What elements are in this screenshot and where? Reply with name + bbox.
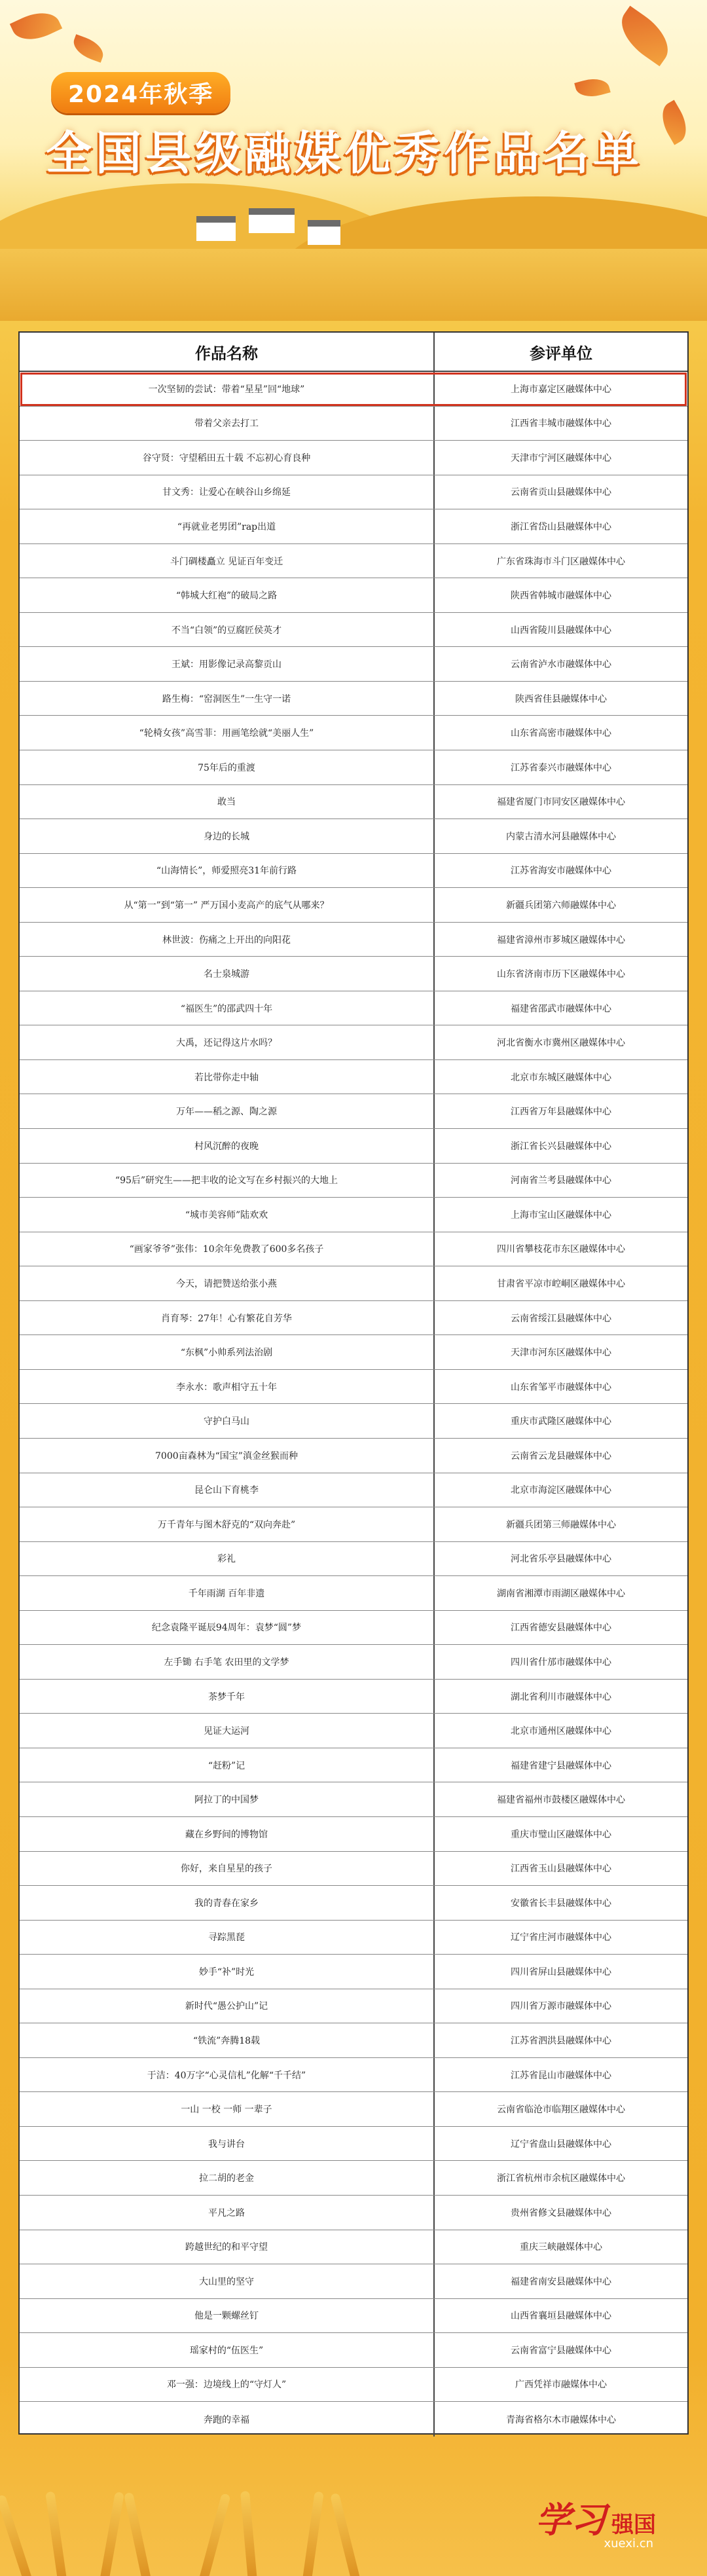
unit-cell: 辽宁省盘山县融媒体中心 [511,2139,611,2150]
work-title-cell: 我的青春在家乡 [20,1886,435,1920]
table-row [20,2058,687,2093]
work-title-cell: 守护白马山 [20,1404,435,1438]
unit-cell: 山西省陵川县融媒体中心 [511,625,611,636]
house-icon [249,208,295,233]
work-title-cell: 王斌：用影像记录高黎贡山 [20,647,435,681]
column-header-unit: 参评单位 [530,344,592,363]
wheat-stalk [240,2491,258,2576]
unit-cell: 云南省临沧市临翔区融媒体中心 [497,2105,625,2116]
work-title-cell: 今天，请把赞送给张小燕 [20,1266,435,1300]
work-title-cell: 大山里的坚守 [20,2264,435,2298]
unit-cell: 云南省富宁县融媒体中心 [511,2345,611,2356]
table-row [20,1266,687,1301]
table-row [20,2023,687,2058]
work-title-cell: 平凡之路 [20,2196,435,2230]
unit-cell: 陕西省韩城市融媒体中心 [511,591,611,602]
works-table [18,331,689,2435]
unit-cell: 江西省万年县融媒体中心 [511,1107,611,1118]
work-title-cell: 若比带你走中轴 [20,1060,435,1094]
unit-cell: 北京市通州区融媒体中心 [511,1726,611,1737]
table-row [20,647,687,682]
work-title-cell: 拉二胡的老金 [20,2161,435,2195]
table-row [20,819,687,854]
unit-cell: 云南省泸水市融媒体中心 [511,659,611,671]
header-banner [0,0,707,321]
work-title-cell: 从“第一”到“第一” 严万国小麦高产的底气从哪来？ [20,888,435,922]
logo-sub-text: 强国 [611,2512,656,2538]
unit-cell: 福建省漳州市芗城区融媒体中心 [497,934,625,946]
table-row [20,372,687,407]
work-title-cell: 带着父亲去打工 [20,407,435,441]
work-title-cell: 妙手“补”时光 [20,1955,435,1989]
table-row [20,1542,687,1577]
table-row [20,1404,687,1439]
table-row [20,785,687,820]
unit-cell: 山东省邹平市融媒体中心 [511,1382,611,1393]
wheat-field [0,249,707,321]
work-title-cell: “铁流”奔腾18载 [20,2023,435,2057]
work-title-cell: 大禹，还记得这片水吗？ [20,1025,435,1059]
unit-cell: 上海市宝山区融媒体中心 [511,1209,611,1221]
logo-url: xuexi.cn [604,2537,653,2550]
table-row [20,1129,687,1164]
unit-cell: 甘肃省平凉市崆峒区融媒体中心 [497,1278,625,1289]
table-row [20,1852,687,1886]
table-row [20,716,687,750]
table-row [20,1645,687,1680]
table-row [20,2161,687,2196]
work-title-cell: 跨越世纪的和平守望 [20,2230,435,2264]
unit-cell: 浙江省长兴县融媒体中心 [511,1141,611,1152]
unit-cell: 云南省云龙县融媒体中心 [511,1450,611,1462]
table-row [20,613,687,648]
work-title-cell: 左手锄 右手笔 农田里的文学梦 [20,1645,435,1679]
table-row [20,2264,687,2299]
work-title-cell: 林世波：伤痛之上开出的向阳花 [20,923,435,957]
work-title-cell: 村风沉醉的夜晚 [20,1129,435,1163]
table-row [20,1473,687,1508]
work-title-cell: 一次坚韧的尝试：带着“星星”回“地球” [20,372,435,406]
work-title-cell: “福医生”的邵武四十年 [20,991,435,1025]
work-title-cell: 肖育琴：27年！心有繁花自芳华 [20,1301,435,1335]
work-title-cell: “韩城大红袍”的破局之路 [20,578,435,612]
unit-cell: 云南省绥江县融媒体中心 [511,1313,611,1324]
table-row [20,1955,687,1989]
work-title-cell: 75年后的重渡 [20,750,435,784]
table-row [20,1921,687,1955]
work-title-cell: 瑶家村的“伍医生” [20,2333,435,2367]
unit-cell: 江苏省泗洪县融媒体中心 [511,2036,611,2047]
unit-cell: 上海市嘉定区融媒体中心 [511,384,611,395]
work-title-cell: 万千青年与图木舒克的“双向奔赴” [20,1507,435,1541]
work-title-cell: 一山 一校 一师 一辈子 [20,2092,435,2126]
work-title-cell: 见证大运河 [20,1714,435,1748]
unit-cell: 内蒙古清水河县融媒体中心 [506,831,616,842]
work-title-cell: 7000亩森林为“国宝”滇金丝猴而种 [20,1439,435,1473]
work-title-cell: 邓一强：边境线上的“守灯人” [20,2368,435,2402]
unit-cell: 江西省德安县融媒体中心 [511,1623,611,1634]
work-title-cell: 千年雨湖 百年非遗 [20,1576,435,1610]
work-title-cell: 奔跑的幸福 [20,2402,435,2437]
unit-cell: 河北省乐亭县融媒体中心 [511,1554,611,1565]
unit-cell: 四川省屏山县融媒体中心 [511,1966,611,1978]
work-title-cell: “城市美容师”陆欢欢 [20,1198,435,1232]
house-icon [196,216,236,241]
work-title-cell: “山海情长”，师爱照亮31年前行路 [20,854,435,888]
unit-cell: 湖南省湘潭市雨湖区融媒体中心 [497,1588,625,1599]
unit-cell: 浙江省岱山县融媒体中心 [511,521,611,532]
unit-cell: 河南省兰考县融媒体中心 [511,1175,611,1187]
unit-cell: 山西省襄垣县融媒体中心 [511,2311,611,2322]
table-row [20,1714,687,1748]
table-row [20,750,687,785]
unit-cell: 天津市宁河区融媒体中心 [511,452,611,464]
work-title-cell: 谷守贤：守望稻田五十载 不忘初心育良种 [20,441,435,475]
unit-cell: 福建省建宁县融媒体中心 [511,1760,611,1771]
table-row [20,475,687,510]
unit-cell: 云南省贡山县融媒体中心 [511,487,611,498]
unit-cell: 山东省高密市融媒体中心 [511,728,611,739]
unit-cell: 浙江省杭州市余杭区融媒体中心 [497,2173,625,2184]
table-row [20,1232,687,1267]
work-title-cell: “东枫”小帅系列法治剧 [20,1335,435,1369]
work-title-cell: 昆仑山下育桃李 [20,1473,435,1507]
work-title-cell: 斗门碉楼矗立 见证百年变迁 [20,544,435,578]
work-title-cell: 甘文秀：让爱心在峡谷山乡绵延 [20,475,435,509]
work-title-cell: 李永水：歌声相守五十年 [20,1370,435,1404]
work-title-cell: “95后”研究生——把丰收的论文写在乡村振兴的大地上 [20,1164,435,1198]
work-title-cell: 新时代“愚公护山”记 [20,1989,435,2023]
table-row [20,578,687,613]
work-title-cell: 路生梅：“窑洞医生”一生守一诺 [20,682,435,716]
house-icon [308,220,340,245]
table-row [20,1817,687,1852]
unit-cell: 江苏省泰兴市融媒体中心 [511,762,611,773]
work-title-cell: 敢当 [20,785,435,819]
unit-cell: 江西省玉山县融媒体中心 [511,1864,611,1875]
wheat-stalk [301,2491,324,2576]
unit-cell: 湖北省利川市融媒体中心 [511,1691,611,1702]
table-row [20,1680,687,1714]
table-row [20,854,687,889]
table-row [20,1094,687,1129]
wheat-stalk [330,2493,363,2576]
work-title-cell: 名士泉城游 [20,957,435,991]
xuexi-logo [535,2492,656,2543]
unit-cell: 福建省南安县融媒体中心 [511,2276,611,2287]
table-row [20,1576,687,1611]
table-row [20,544,687,579]
table-row [20,957,687,991]
wheat-stalk [0,2494,35,2576]
unit-cell: 福建省邵武市融媒体中心 [511,1003,611,1014]
work-title-cell: “再就业老男团”rap出道 [20,509,435,543]
table-row [20,2196,687,2230]
unit-cell: 山东省济南市历下区融媒体中心 [497,969,625,980]
work-title-cell: 彩礼 [20,1542,435,1576]
work-title-cell: 茶梦千年 [20,1680,435,1714]
table-row [20,2402,687,2437]
unit-cell: 江苏省昆山市融媒体中心 [511,2070,611,2081]
table-row [20,1301,687,1336]
table-row [20,991,687,1026]
table-row [20,509,687,544]
work-title-cell: “轮椅女孩”高雪菲：用画笔绘就“美丽人生” [20,716,435,750]
work-title-cell: 纪念袁隆平诞辰94周年：袁梦“圆”梦 [20,1611,435,1645]
table-body [20,372,687,2437]
unit-cell: 辽宁省庄河市融媒体中心 [511,1932,611,1943]
unit-cell: 重庆市璧山区融媒体中心 [511,1829,611,1840]
unit-cell: 重庆三峡融媒体中心 [520,2242,602,2253]
unit-cell: 贵州省修文县融媒体中心 [511,2207,611,2218]
work-title-cell: 不当“白领”的豆腐匠侯英才 [20,613,435,647]
unit-cell: 江西省丰城市融媒体中心 [511,418,611,430]
table-row [20,1782,687,1817]
season-badge: 2024年秋季 [51,72,230,113]
unit-cell: 广西凭祥市融媒体中心 [515,2380,607,2391]
table-row [20,2092,687,2127]
work-title-cell: 我与讲台 [20,2127,435,2161]
unit-cell: 天津市河东区融媒体中心 [511,1348,611,1359]
table-row [20,407,687,441]
unit-cell: 新疆兵团第三师融媒体中心 [506,1519,616,1530]
table-row [20,888,687,923]
table-header [20,333,687,372]
table-row [20,2368,687,2402]
unit-cell: 北京市东城区融媒体中心 [511,1072,611,1083]
page-title: 全国县级融媒优秀作品名单 [46,126,643,180]
table-row [20,923,687,957]
table-row [20,441,687,475]
work-title-cell: 藏在乡野间的博物馆 [20,1817,435,1851]
table-row [20,1886,687,1921]
wheat-stalk [45,2491,68,2576]
unit-cell: 四川省什邡市融媒体中心 [511,1657,611,1668]
unit-cell: 福建省厦门市同安区融媒体中心 [497,797,625,808]
work-title-cell: 身边的长城 [20,819,435,853]
table-row [20,1164,687,1198]
unit-cell: 青海省格尔木市融媒体中心 [506,2414,616,2425]
column-header-work: 作品名称 [20,333,435,371]
table-row [20,1748,687,1783]
unit-cell: 广东省珠海市斗门区融媒体中心 [497,556,625,567]
work-title-cell: 万年——稻之源、陶之源 [20,1094,435,1128]
work-title-cell: “画家爷爷”张伟：10余年免费教了600多名孩子 [20,1232,435,1266]
unit-cell: 安徽省长丰县融媒体中心 [511,1898,611,1909]
unit-cell: 重庆市武隆区融媒体中心 [511,1416,611,1427]
work-title-cell: 阿拉丁的中国梦 [20,1782,435,1816]
wheat-stalk [98,2492,124,2576]
work-title-cell: 他是一颗螺丝钉 [20,2299,435,2333]
work-title-cell: 寻踪黑琵 [20,1921,435,1955]
unit-cell: 江苏省海安市融媒体中心 [511,866,611,877]
unit-cell: 福建省福州市鼓楼区融媒体中心 [497,1795,625,1806]
work-title-cell: “赶粉”记 [20,1748,435,1782]
table-row [20,1025,687,1060]
unit-cell: 四川省攀枝花市东区融媒体中心 [497,1244,625,1255]
wheat-stalk [196,2493,230,2576]
work-title-cell: 于洁：40万字“心灵信札”化解“千千结” [20,2058,435,2092]
table-row [20,2127,687,2162]
unit-cell: 河北省衡水市冀州区融媒体中心 [497,1038,625,1049]
table-row [20,2299,687,2334]
table-row [20,1611,687,1646]
table-row [20,1989,687,2024]
table-row [20,2230,687,2265]
table-row [20,682,687,716]
table-row [20,1335,687,1370]
unit-cell: 新疆兵团第六师融媒体中心 [506,900,616,911]
wheat-stalk [124,2492,153,2576]
table-row [20,1507,687,1542]
table-row [20,2333,687,2368]
table-row [20,1439,687,1473]
footer [0,2435,707,2576]
work-title-cell: 你好，来自星星的孩子 [20,1852,435,1886]
table-row [20,1060,687,1095]
unit-cell: 陕西省佳县融媒体中心 [515,693,607,705]
table-row [20,1198,687,1232]
unit-cell: 四川省万源市融媒体中心 [511,2001,611,2012]
unit-cell: 北京市海淀区融媒体中心 [511,1485,611,1496]
logo-main-text: 学习 [535,2499,606,2541]
table-row [20,1370,687,1405]
